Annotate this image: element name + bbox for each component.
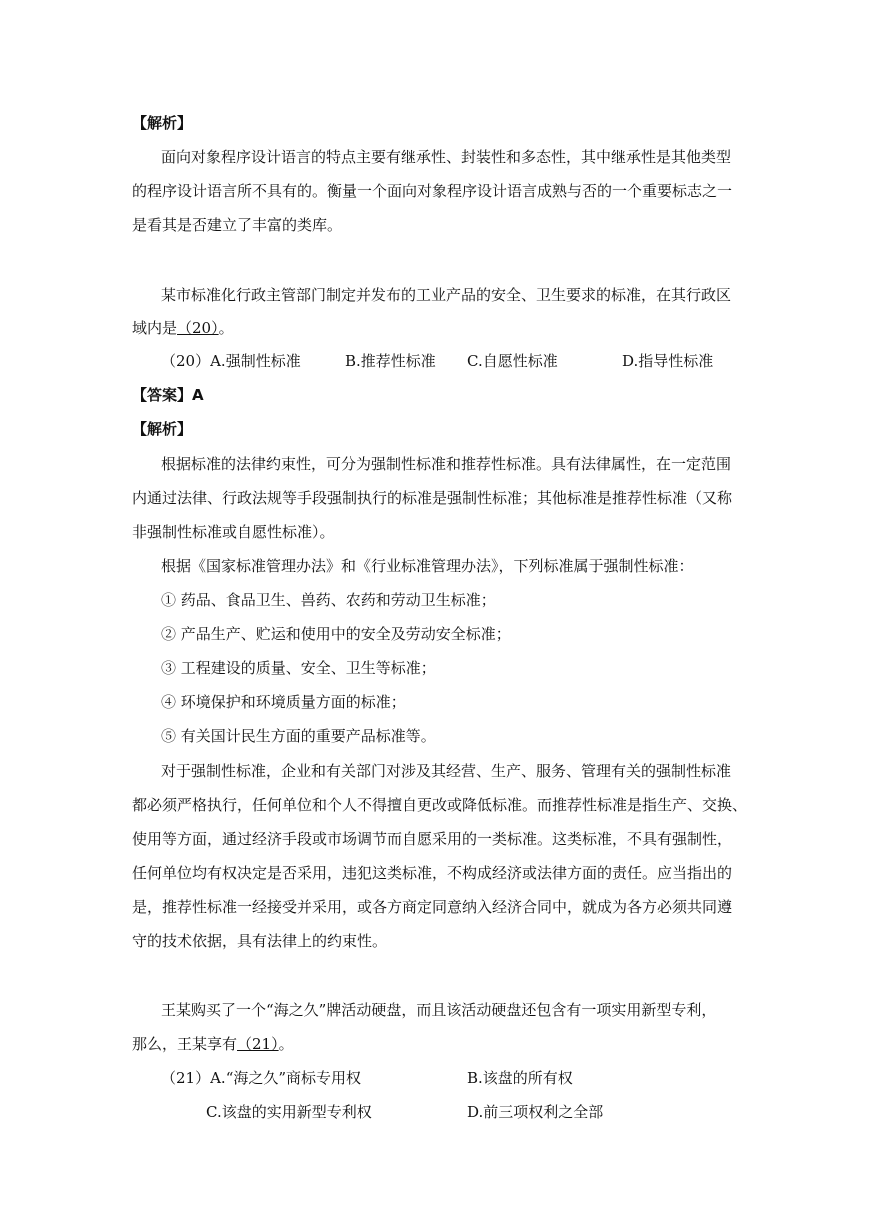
option-d: D.前三项权利之全部 bbox=[467, 1103, 604, 1121]
paragraph-line: 都必须严格执行，任何单位和个人不得擅自更改或降低标准。而推荐性标准是指生产、交换、 bbox=[132, 796, 748, 814]
option-c: C.自愿性标准 bbox=[467, 352, 558, 370]
paragraph-line: 内通过法律、行政法规等手段强制执行的标准是强制性标准；其他标准是推荐性标准（又称 bbox=[132, 489, 733, 507]
paragraph-line: 非强制性标准或自愿性标准）。 bbox=[132, 523, 335, 541]
paragraph-line: 是，推荐性标准一经接受并采用，或各方商定同意纳入经济合同中，就成为各方必须共同遵 bbox=[132, 898, 733, 916]
option-a: （21）A.“海之久”商标专用权 bbox=[161, 1069, 362, 1087]
paragraph-line: 根据标准的法律约束性，可分为强制性标准和推荐性标准。具有法律属性，在一定范围 bbox=[161, 455, 732, 473]
paragraph-line: 使用等方面，通过经济手段或市场调节而自愿采用的一类标准。这类标准，不具有强制性， bbox=[132, 830, 733, 848]
paragraph-line: 根据《国家标准管理办法》和《行业标准管理办法》，下列标准属于强制性标准： bbox=[161, 557, 694, 575]
list-item: ④ 环境保护和环境质量方面的标准； bbox=[161, 693, 406, 711]
list-item: ② 产品生产、贮运和使用中的安全及劳动安全标准； bbox=[161, 625, 511, 643]
analysis-heading: 【解析】 bbox=[132, 114, 193, 132]
list-item: ⑤ 有关国计民生方面的重要产品标准等。 bbox=[161, 727, 436, 745]
option-a: （20）A.强制性标准 bbox=[161, 352, 301, 370]
paragraph-line: 守的技术依据，具有法律上的约束性。 bbox=[132, 932, 388, 950]
option-d: D.指导性标准 bbox=[622, 352, 714, 370]
paragraph-line: 对于强制性标准，企业和有关部门对涉及其经营、生产、服务、管理有关的强制性标准 bbox=[161, 762, 732, 780]
option-c: C.该盘的实用新型专利权 bbox=[206, 1103, 372, 1121]
question-stem: 某市标准化行政主管部门制定并发布的工业产品的安全、卫生要求的标准，在其行政区 bbox=[161, 286, 732, 304]
option-b: B.该盘的所有权 bbox=[467, 1069, 573, 1087]
analysis-heading: 【解析】 bbox=[132, 420, 193, 438]
paragraph-line: 的程序设计语言所不具有的。衡量一个面向对象程序设计语言成熟与否的一个重要标志之一 bbox=[132, 182, 733, 200]
list-item: ③ 工程建设的质量、安全、卫生等标准； bbox=[161, 659, 436, 677]
answer-line: 【答案】A bbox=[132, 386, 204, 404]
question-stem: 那么，王某享有（21）。 bbox=[132, 1035, 294, 1053]
option-b: B.推荐性标准 bbox=[345, 352, 436, 370]
question-stem: 域内是（20）。 bbox=[132, 319, 234, 337]
paragraph-line: 面向对象程序设计语言的特点主要有继承性、封装性和多态性，其中继承性是其他类型 bbox=[161, 148, 732, 166]
paragraph-line: 是看其是否建立了丰富的类库。 bbox=[132, 216, 343, 234]
list-item: ① 药品、食品卫生、兽药、农药和劳动卫生标准； bbox=[161, 591, 496, 609]
question-blank: （20） bbox=[177, 319, 219, 337]
question-blank: （21） bbox=[237, 1035, 279, 1053]
question-stem: 王某购买了一个“海之久”牌活动硬盘，而且该活动硬盘还包含有一项实用新型专利， bbox=[161, 1001, 717, 1019]
paragraph-line: 任何单位均有权决定是否采用，违犯这类标准，不构成经济或法律方面的责任。应当指出的 bbox=[132, 864, 733, 882]
